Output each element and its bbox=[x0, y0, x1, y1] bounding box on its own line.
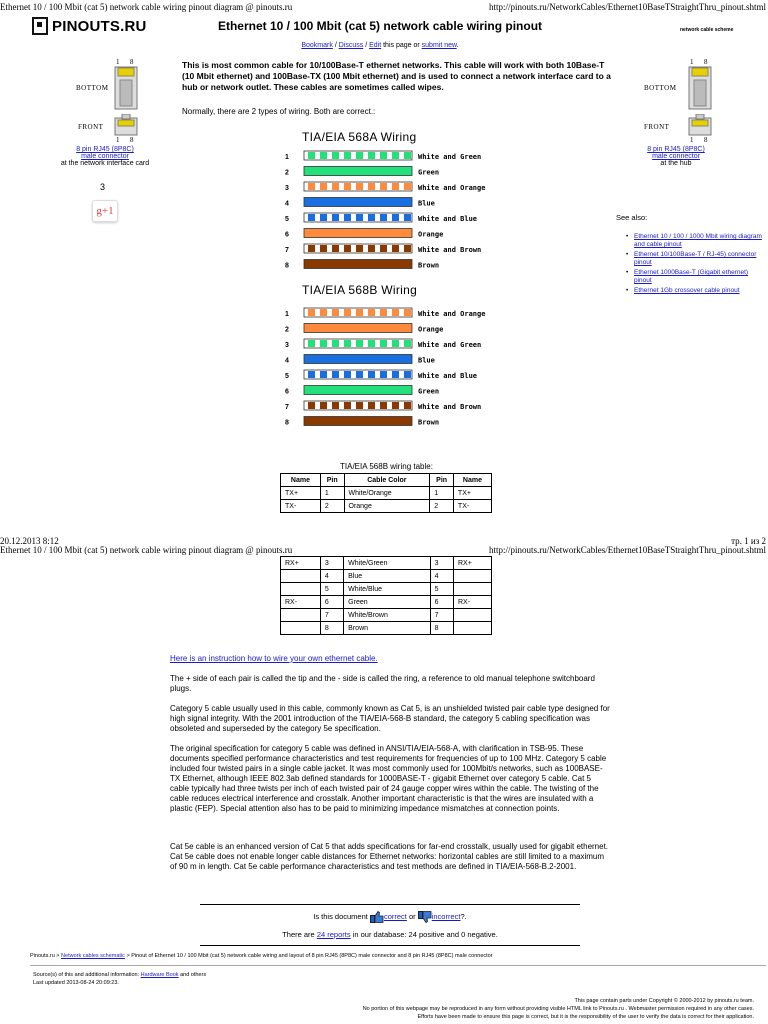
instruction-link[interactable]: Here is an instruction how to wire your own ethernet cable. bbox=[170, 654, 378, 663]
table-cell: White/Green bbox=[344, 557, 431, 570]
wire-color-label: Orange bbox=[418, 230, 444, 239]
wire-stripe bbox=[308, 152, 315, 159]
bookmark-link[interactable]: Bookmark bbox=[301, 42, 333, 49]
wire-stripe bbox=[404, 402, 411, 409]
wire-stripe bbox=[332, 183, 339, 190]
wire-stripe bbox=[356, 371, 363, 378]
wire-stripe bbox=[344, 245, 351, 252]
wire-stripe bbox=[356, 245, 363, 252]
table-cell: White/Orange bbox=[344, 487, 430, 500]
left-connector-link-2[interactable]: male connector bbox=[81, 153, 129, 160]
print-footer-date: 20.12.2013 8:12 bbox=[0, 536, 59, 546]
connector-front-icon bbox=[114, 114, 138, 136]
paragraph: The original specification for category 5 cable was defined in ANSI/TIA/EIA-568-A, with clarification in TSB-95. These documents specified performance characteristics and test requirements for frequencies of up to 100 MHz. Category 5 cable included four twisted pairs in a single cable jacket. It was most commonly used for 100Mbit/s networks, such as 100BASE-TX Ethernet, although IEEE 802.3ab defined standards for 1000BASE-T - gigabit Ethernet over category 5 cable. Cat 5 cable typically had three twists per inch of each twisted pair of 24 gauge copper wires within the cable. The twisting of the cable reduces electrical interference and crosstalk. Another important characteristic is that the wires are insulated with a plastic (FEP). Special attention also has to be paid to minimizing impedance mismatches at connection points. bbox=[170, 744, 607, 813]
intro-text: This is most common cable for 10/100Base-T ethernet networks. This cable will work with both 10Base-T (10 Mbit ethernet) and 100Base-TX (100 Mbit ethernet) and is used to connect a network interface card to a hub or network outlet. These cables are sometimes called wipes. bbox=[182, 60, 611, 92]
print-footer-page: тр. 1 из 2 bbox=[731, 536, 766, 546]
right-connector-link-2[interactable]: male connector bbox=[652, 153, 700, 160]
table-header: Pin bbox=[320, 474, 344, 487]
table-cell: TX- bbox=[453, 500, 491, 513]
wire-stripe bbox=[344, 402, 351, 409]
wire-color-label: White and Brown bbox=[418, 403, 482, 411]
page-title: Ethernet 10 / 100 Mbit (cat 5) network cable wiring pinout bbox=[217, 19, 543, 33]
vote-text: Is this document bbox=[313, 911, 368, 921]
right-connector-link[interactable]: 8 pin RJ45 (8P8C) bbox=[647, 146, 705, 153]
wire-stripe bbox=[356, 340, 363, 347]
wire-stripe bbox=[320, 309, 327, 316]
table-cell: TX- bbox=[281, 500, 321, 513]
table-row bbox=[281, 583, 492, 596]
breadcrumb-separator: > bbox=[56, 953, 60, 959]
table-cell: 6 bbox=[430, 596, 453, 609]
wire-stripe bbox=[392, 371, 399, 378]
wire-pin-number: 6 bbox=[285, 231, 289, 239]
see-also-link[interactable]: Ethernet 10 / 100 / 1000 Mbit wiring diagram and cable pinout bbox=[634, 233, 762, 248]
wire-row-6 bbox=[285, 386, 439, 396]
wire-pin-number: 1 bbox=[285, 311, 289, 318]
wire-stripe bbox=[344, 152, 351, 159]
wire-stripe bbox=[368, 214, 375, 221]
wire-stripe bbox=[332, 245, 339, 252]
wire-stripe bbox=[308, 183, 315, 190]
pin-one-label: 1 bbox=[116, 136, 120, 144]
wire-stripe bbox=[320, 183, 327, 190]
wire-bar bbox=[304, 324, 412, 333]
left-connector-diagram bbox=[70, 58, 150, 148]
pin-one-label: 1 bbox=[116, 58, 120, 66]
wire-stripe bbox=[332, 371, 339, 378]
see-also-list bbox=[626, 233, 766, 297]
table-cell: 5 bbox=[320, 583, 343, 596]
gplus-button[interactable]: g+1 bbox=[92, 200, 118, 222]
wire-row-2 bbox=[285, 324, 443, 334]
table-cell bbox=[281, 583, 321, 596]
table-cell: RX+ bbox=[281, 557, 321, 570]
table-cell: 7 bbox=[430, 609, 453, 622]
wire-color-label: White and Orange bbox=[418, 184, 486, 192]
wire-color-label: Orange bbox=[418, 325, 444, 334]
wire-stripe bbox=[380, 309, 387, 316]
wiring-568a-title: TIA/EIA 568A Wiring bbox=[302, 130, 417, 144]
wire-color-label: White and Brown bbox=[418, 246, 482, 254]
wire-row-7 bbox=[285, 401, 481, 411]
table-cell: 1 bbox=[320, 487, 344, 500]
wire-stripe bbox=[308, 340, 315, 347]
copyright-block bbox=[363, 997, 754, 1021]
wire-color-label: White and Orange bbox=[418, 310, 486, 318]
wire-stripe bbox=[404, 214, 411, 221]
nav-text: this page or bbox=[383, 42, 420, 49]
wire-bar bbox=[304, 229, 412, 238]
connector-front-icon bbox=[688, 114, 712, 136]
wire-stripe bbox=[368, 152, 375, 159]
bottom-label: BOTTOM bbox=[644, 84, 677, 92]
wire-stripe bbox=[392, 183, 399, 190]
table-cell: White/Brown bbox=[344, 609, 431, 622]
nav-end: . bbox=[456, 42, 459, 49]
wire-color-label: Green bbox=[418, 387, 440, 396]
table-header: Cable Color bbox=[344, 474, 430, 487]
wiring-568a-diagram bbox=[280, 148, 540, 272]
table-row bbox=[281, 622, 492, 635]
wire-stripe bbox=[332, 402, 339, 409]
wire-stripe bbox=[368, 245, 375, 252]
wire-stripe bbox=[308, 402, 315, 409]
wire-pin-number: 4 bbox=[285, 357, 289, 365]
wire-stripe bbox=[380, 214, 387, 221]
wire-row-5 bbox=[285, 370, 477, 380]
source-end: and others bbox=[180, 972, 207, 978]
wire-stripe bbox=[368, 371, 375, 378]
wire-pin-number: 8 bbox=[285, 262, 289, 270]
wire-pin-number: 2 bbox=[285, 169, 289, 177]
wire-pin-number: 5 bbox=[285, 373, 289, 380]
pin-one-label: 1 bbox=[690, 58, 694, 66]
right-connector-caption bbox=[620, 146, 732, 167]
vote-or: or bbox=[408, 911, 416, 921]
wire-stripe bbox=[344, 214, 351, 221]
nav-separator: / bbox=[334, 42, 337, 49]
bottom-label: BOTTOM bbox=[76, 84, 109, 92]
table-header: Name bbox=[453, 474, 491, 487]
table-cell: TX+ bbox=[453, 487, 491, 500]
wire-color-label: Blue bbox=[418, 356, 435, 365]
thumbs-up-icon[interactable] bbox=[370, 911, 384, 923]
scheme-label: network cable scheme bbox=[680, 27, 734, 33]
table-cell: White/Blue bbox=[344, 583, 431, 596]
breadcrumb-current: > Pinout of Ethernet 10 / 100 Mbit (cat 5) network cable wiring and layout of 8 pin RJ45 (8P8C) male connector and 8 pin RJ45 (8P8C) male connector bbox=[126, 953, 493, 959]
table-cell: RX- bbox=[281, 596, 321, 609]
reports-summary: in our database: 24 positive and 0 negative. bbox=[352, 930, 498, 939]
wire-color-label: Blue bbox=[418, 199, 435, 208]
wire-stripe bbox=[404, 309, 411, 316]
table-cell: 4 bbox=[320, 570, 343, 583]
wire-stripe bbox=[404, 152, 411, 159]
copyright-line: No portion of this webpage may be reproduced in any form without providing visible HTML link to Pinouts.ru . Webmaster permission required in any other cases. bbox=[362, 1006, 754, 1012]
wire-stripe bbox=[332, 214, 339, 221]
table-cell: TX+ bbox=[281, 487, 321, 500]
wire-row-6 bbox=[285, 229, 443, 239]
site-logo[interactable] bbox=[32, 17, 147, 35]
right-connector-diagram bbox=[644, 58, 724, 148]
wire-stripe bbox=[368, 340, 375, 347]
wire-stripe bbox=[368, 309, 375, 316]
pin-one-label: 1 bbox=[690, 136, 694, 144]
table-cell: 2 bbox=[320, 500, 344, 513]
edit-link[interactable]: Edit bbox=[369, 42, 382, 49]
table-cell: 3 bbox=[320, 557, 343, 570]
breadcrumb-home[interactable]: Pinouts.ru bbox=[30, 953, 55, 959]
table-cell: 8 bbox=[320, 622, 343, 635]
last-updated: Last updated 2013-08-24 20:09:23. bbox=[33, 980, 119, 986]
copyright-line: Efforts have been made to ensure this page is correct, but it is the responsibility of the user to verify the data is correct for their application. bbox=[417, 1014, 754, 1020]
table-cell bbox=[281, 570, 321, 583]
wire-pin-number: 7 bbox=[285, 247, 289, 254]
pin-eight-label: 8 bbox=[130, 58, 134, 66]
wire-stripe bbox=[320, 245, 327, 252]
wire-stripe bbox=[380, 371, 387, 378]
wire-stripe bbox=[308, 214, 315, 221]
wire-stripe bbox=[332, 152, 339, 159]
table-cell: 1 bbox=[430, 487, 454, 500]
wire-row-1 bbox=[285, 151, 481, 161]
wiring-svg bbox=[280, 305, 540, 433]
wire-stripe bbox=[368, 402, 375, 409]
table-row bbox=[281, 596, 492, 609]
wire-row-7 bbox=[285, 244, 481, 254]
table-caption: TIA/EIA 568B wiring table: bbox=[340, 462, 433, 471]
paragraph: Cat 5e cable is an enhanced version of Cat 5 that adds specifications for far-end crosstalk, usually used for gigabit ethernet. Cat 5e cable does not enable longer cable distances for Ethernet networks: horizontal cables are still limited to a maximum of 90 m in length. Cat 5e cable performance characteristics and test methods are defined in TIA/EIA-568-B.2-2001. bbox=[170, 842, 609, 871]
wire-row-3 bbox=[285, 339, 481, 349]
source-text: Source(s) of this and additional information: bbox=[33, 972, 140, 978]
see-also-item bbox=[626, 287, 766, 295]
print-header-url: http://pinouts.ru/NetworkCables/Ethernet10BaseTStraightThru_pinout.shtml bbox=[489, 545, 766, 555]
wire-color-label: Green bbox=[418, 168, 440, 177]
wire-color-label: White and Blue bbox=[418, 372, 478, 380]
divider bbox=[30, 965, 766, 966]
wire-stripe bbox=[344, 340, 351, 347]
source-line bbox=[33, 972, 206, 978]
wire-stripe bbox=[308, 309, 315, 316]
wiring-table-part-2 bbox=[280, 556, 492, 635]
wiring-svg bbox=[280, 148, 540, 276]
connector-bottom-icon bbox=[688, 66, 712, 110]
discuss-link[interactable]: Discuss bbox=[338, 42, 364, 49]
copyright-line: This page contain parts under Copyright © 2000-2012 by pinouts.ru team. bbox=[574, 998, 754, 1004]
table-cell: RX- bbox=[453, 596, 491, 609]
table-cell bbox=[281, 622, 321, 635]
table-cell: 3 bbox=[430, 557, 453, 570]
hardware-book-link[interactable]: Hardware Book bbox=[140, 972, 179, 978]
print-header-title: Ethernet 10 / 100 Mbit (cat 5) network cable wiring pinout diagram @ pinouts.ru bbox=[0, 2, 293, 12]
wire-stripe bbox=[320, 340, 327, 347]
wire-bar bbox=[304, 417, 412, 426]
wire-row-2 bbox=[285, 167, 439, 177]
see-also-item bbox=[626, 269, 766, 285]
wire-bar bbox=[304, 167, 412, 176]
gplus-count: 3 bbox=[100, 182, 106, 192]
wire-stripe bbox=[320, 402, 327, 409]
connector-bottom-icon bbox=[114, 66, 138, 110]
left-connector-link[interactable]: 8 pin RJ45 (8P8C) bbox=[76, 146, 134, 153]
wire-pin-number: 1 bbox=[285, 154, 289, 161]
pin-eight-label: 8 bbox=[704, 58, 708, 66]
wire-stripe bbox=[320, 371, 327, 378]
wiring-types-note: Normally, there are 2 types of wiring. Both are correct.: bbox=[182, 107, 376, 116]
wire-pin-number: 7 bbox=[285, 404, 289, 411]
wire-stripe bbox=[344, 183, 351, 190]
wire-color-label: White and Green bbox=[418, 341, 482, 349]
wire-stripe bbox=[392, 152, 399, 159]
see-also-link[interactable]: Ethernet 1000Base-T (Gigabit ethernet) pinout bbox=[634, 269, 749, 284]
wire-stripe bbox=[392, 340, 399, 347]
wire-pin-number: 3 bbox=[285, 185, 289, 192]
wire-color-label: White and Blue bbox=[418, 215, 478, 223]
table-cell: Green bbox=[344, 596, 431, 609]
see-also-link[interactable]: Ethernet 10/100Base-T / RJ-45) connector pinout bbox=[634, 251, 757, 266]
wiring-568b-diagram bbox=[280, 305, 540, 429]
table-cell bbox=[453, 570, 491, 583]
front-label: FRONT bbox=[78, 123, 104, 131]
wire-row-8 bbox=[285, 260, 439, 270]
logo-text: PINOUTS.RU bbox=[52, 17, 147, 35]
wire-row-5 bbox=[285, 213, 477, 223]
table-cell bbox=[453, 622, 491, 635]
table-cell: RX+ bbox=[453, 557, 491, 570]
wire-stripe bbox=[404, 183, 411, 190]
wire-stripe bbox=[356, 152, 363, 159]
wire-color-label: Brown bbox=[418, 261, 440, 270]
submit-new-link[interactable]: submit new bbox=[421, 42, 457, 49]
pin-eight-label: 8 bbox=[130, 136, 134, 144]
table-row bbox=[281, 570, 492, 583]
wire-stripe bbox=[332, 340, 339, 347]
table-cell bbox=[453, 609, 491, 622]
table-cell: Orange bbox=[344, 500, 430, 513]
table-cell bbox=[281, 609, 321, 622]
wire-stripe bbox=[392, 245, 399, 252]
breadcrumb bbox=[30, 953, 766, 959]
vote-line bbox=[200, 911, 580, 923]
wire-row-4 bbox=[285, 198, 435, 208]
wire-stripe bbox=[392, 402, 399, 409]
pin-eight-label: 8 bbox=[704, 136, 708, 144]
table-header-row bbox=[281, 474, 492, 487]
breadcrumb-section[interactable]: Network cables schematic bbox=[61, 953, 125, 959]
table-cell: 6 bbox=[320, 596, 343, 609]
table-row bbox=[281, 500, 492, 513]
table-cell bbox=[453, 583, 491, 596]
wire-stripe bbox=[332, 309, 339, 316]
wire-stripe bbox=[356, 214, 363, 221]
wire-stripe bbox=[356, 402, 363, 409]
wire-stripe bbox=[392, 214, 399, 221]
wire-stripe bbox=[368, 183, 375, 190]
table-cell: Blue bbox=[344, 570, 431, 583]
wire-pin-number: 8 bbox=[285, 419, 289, 427]
wire-stripe bbox=[344, 371, 351, 378]
wire-row-8 bbox=[285, 417, 439, 427]
wire-pin-number: 2 bbox=[285, 326, 289, 334]
nav-separator: / bbox=[365, 42, 368, 49]
wire-stripe bbox=[404, 245, 411, 252]
paragraph: Category 5 cable usually used in this cable, commonly known as Cat 5, is an unshielded twisted pair cable type designed for high signal integrity. With the 2001 introduction of the TIA/EIA-568-B standard, the category 5 cabling specification was obsoleted and superseded by the category 5e specification. bbox=[170, 704, 610, 733]
table-row bbox=[281, 609, 492, 622]
wire-stripe bbox=[380, 152, 387, 159]
table-cell: 5 bbox=[430, 583, 453, 596]
table-cell: 8 bbox=[430, 622, 453, 635]
see-also-item bbox=[626, 251, 766, 267]
thumbs-down-icon[interactable] bbox=[418, 911, 432, 923]
table-cell: 7 bbox=[320, 609, 343, 622]
wire-bar bbox=[304, 386, 412, 395]
wire-stripe bbox=[356, 309, 363, 316]
print-header-url: http://pinouts.ru/NetworkCables/Ethernet10BaseTStraightThru_pinout.shtml bbox=[489, 2, 766, 12]
wire-bar bbox=[304, 260, 412, 269]
wire-pin-number: 4 bbox=[285, 200, 289, 208]
wire-stripe bbox=[404, 340, 411, 347]
wire-stripe bbox=[356, 183, 363, 190]
wire-stripe bbox=[308, 371, 315, 378]
wire-pin-number: 3 bbox=[285, 342, 289, 349]
see-also-link[interactable]: Ethernet 1Gb crossover cable pinout bbox=[634, 287, 740, 294]
wire-row-4 bbox=[285, 355, 435, 365]
wire-stripe bbox=[344, 309, 351, 316]
reports-text: There are bbox=[282, 930, 315, 939]
wire-stripe bbox=[380, 183, 387, 190]
wire-pin-number: 5 bbox=[285, 216, 289, 223]
wire-stripe bbox=[308, 245, 315, 252]
wire-stripe bbox=[404, 371, 411, 378]
paragraph: The + side of each pair is called the tip and the - side is called the ring, a reference to old manual telephone switchboard plugs. bbox=[170, 674, 595, 693]
see-also-item bbox=[626, 233, 766, 249]
wire-stripe bbox=[320, 214, 327, 221]
left-connector-location: at the network interface card bbox=[60, 160, 150, 167]
wire-color-label: White and Green bbox=[418, 153, 482, 161]
see-also-label: See also: bbox=[616, 213, 648, 222]
front-label: FRONT bbox=[644, 123, 670, 131]
table-row bbox=[281, 557, 492, 570]
logo-icon bbox=[32, 17, 48, 35]
wire-bar bbox=[304, 198, 412, 207]
wire-stripe bbox=[320, 152, 327, 159]
wire-row-3 bbox=[285, 182, 485, 192]
divider bbox=[200, 904, 580, 905]
table-row bbox=[281, 487, 492, 500]
page-actions bbox=[180, 42, 580, 49]
print-header-title: Ethernet 10 / 100 Mbit (cat 5) network cable wiring pinout diagram @ pinouts.ru bbox=[0, 545, 293, 555]
table-cell: 2 bbox=[430, 500, 454, 513]
vote-incorrect-link[interactable]: incorrect bbox=[431, 911, 461, 921]
vote-end: ?. bbox=[460, 911, 467, 921]
wire-bar bbox=[304, 355, 412, 364]
reports-line bbox=[200, 930, 580, 939]
wire-pin-number: 6 bbox=[285, 388, 289, 396]
wire-stripe bbox=[392, 309, 399, 316]
wire-stripe bbox=[380, 402, 387, 409]
wire-color-label: Brown bbox=[418, 418, 440, 427]
wire-stripe bbox=[380, 245, 387, 252]
vote-correct-link[interactable]: correct bbox=[383, 911, 407, 921]
table-cell: Brown bbox=[344, 622, 431, 635]
right-connector-location: at the hub bbox=[660, 160, 692, 167]
divider bbox=[200, 945, 580, 946]
reports-link[interactable]: 24 reports bbox=[316, 930, 351, 939]
left-connector-caption bbox=[40, 146, 170, 167]
table-header: Name bbox=[281, 474, 321, 487]
table-header: Pin bbox=[430, 474, 454, 487]
wiring-568b-title: TIA/EIA 568B Wiring bbox=[302, 283, 418, 297]
wire-stripe bbox=[380, 340, 387, 347]
table-cell: 4 bbox=[430, 570, 453, 583]
wire-row-1 bbox=[285, 308, 485, 318]
wiring-table-part-1 bbox=[280, 473, 492, 513]
